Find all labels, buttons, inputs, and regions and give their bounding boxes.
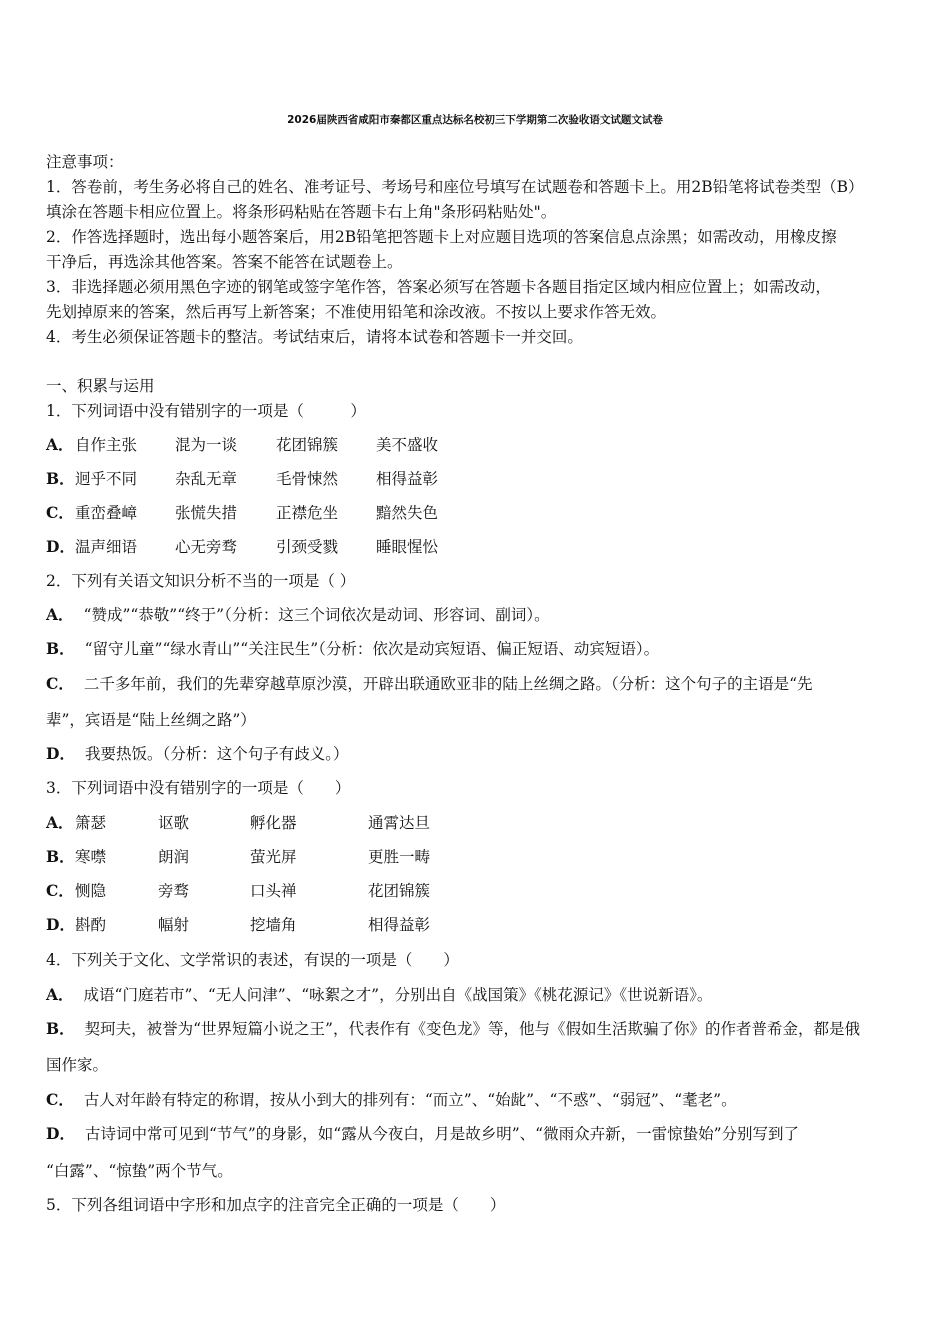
notice-line: 填涂在答题卡相应位置上。将条形码粘贴在答题卡右上角"条形码粘贴处"。 xyxy=(46,203,557,221)
notice-line: 1．答卷前，考生务必将自己的姓名、准考证号、考场号和座位号填写在试题卷和答题卡上。用2B铅笔将试卷类型（B） xyxy=(46,178,864,196)
option-label: C． xyxy=(46,503,74,522)
option-word: 相得益彰 xyxy=(368,916,431,934)
option-label: D． xyxy=(46,915,75,934)
notice-line: 先划掉原来的答案，然后再写上新答案；不准使用铅笔和涂改液。不按以上要求作答无效。 xyxy=(46,303,667,321)
option-word: 混为一谈 xyxy=(175,436,238,454)
option-word: 讴歌 xyxy=(158,814,190,832)
option-label: D． xyxy=(46,537,75,556)
option-word: 自作主张 xyxy=(75,436,138,454)
option-word: 孵化器 xyxy=(250,814,297,832)
notice-heading: 注意事项： xyxy=(46,153,124,171)
option-word: 朗润 xyxy=(158,848,190,866)
option-label: C． xyxy=(46,881,74,900)
section-heading: 一、积累与运用 xyxy=(46,377,155,395)
option-text: 成语“门庭若市”、“无人问津”、“咏絮之才”，分别出自《战国策》《桃花源记》《世说新语》。 xyxy=(83,986,713,1004)
question-2-option-b xyxy=(46,639,659,659)
notice-line: 4．考生必须保证答题卡的整洁。考试结束后，请将本试卷和答题卡一并交回。 xyxy=(46,328,583,346)
option-label: A． xyxy=(46,435,74,454)
option-word: 通霄达旦 xyxy=(368,814,431,832)
option-word: 正襟危坐 xyxy=(276,504,339,522)
option-text: 二千多年前，我们的先辈穿越草原沙漠，开辟出联通欧亚非的陆上丝绸之路。（分析：这个句子的主语是“先 xyxy=(83,675,813,693)
question-4-option-c xyxy=(46,1090,737,1110)
option-word: 幅射 xyxy=(158,916,190,934)
option-word: 温声细语 xyxy=(75,538,138,556)
option-word: 黯然失色 xyxy=(376,504,439,522)
option-word: 花团锦簇 xyxy=(368,882,431,900)
option-word: 相得益彰 xyxy=(376,470,439,488)
option-label: D． xyxy=(46,1124,75,1143)
question-2-option-a xyxy=(46,605,550,625)
option-label: A． xyxy=(46,605,74,624)
option-word: 箫瑟 xyxy=(75,814,107,832)
option-word: 美不盛收 xyxy=(376,436,439,454)
question-1-stem: 1．下列词语中没有错别字的一项是（ ） xyxy=(46,402,366,420)
option-word: 口头禅 xyxy=(250,882,297,900)
question-4-option-d xyxy=(46,1124,799,1144)
option-word: 张慌失措 xyxy=(175,504,238,522)
option-text: “赞成”“恭敬”“终于”（分析：这三个词依次是动词、形容词、副词）。 xyxy=(83,606,550,624)
option-word: 旁骛 xyxy=(158,882,190,900)
question-2-option-d xyxy=(46,744,348,764)
question-4-option-a xyxy=(46,985,712,1005)
option-word: 睡眼惺忪 xyxy=(376,538,439,556)
option-text: 古诗词中常可见到“节气”的身影，如“露从今夜白，月是故乡明”、“微雨众卉新，一雷惊蛰始”分别写到了 xyxy=(84,1125,800,1143)
page-title: 2026届陕西省咸阳市秦都区重点达标名校初三下学期第二次验收语文试题文试卷 xyxy=(287,114,663,126)
option-word: 萤光屏 xyxy=(250,848,297,866)
option-word: 花团锦簇 xyxy=(276,436,339,454)
option-label: D． xyxy=(46,744,75,763)
option-word: 毛骨悚然 xyxy=(276,470,339,488)
option-word: 引颈受戮 xyxy=(276,538,339,556)
option-word: 杂乱无章 xyxy=(175,470,238,488)
question-2-option-c xyxy=(46,674,813,694)
notice-line: 干净后，再选涂其他答案。答案不能答在试题卷上。 xyxy=(46,253,403,271)
question-4-option-d-cont: “白露”、“惊蛰”两个节气。 xyxy=(46,1162,233,1180)
question-3-stem: 3．下列词语中没有错别字的一项是（ ） xyxy=(46,779,351,797)
option-word: 挖墙角 xyxy=(250,916,297,934)
option-text: 我要热饭。（分析：这个句子有歧义。） xyxy=(84,745,349,763)
question-2-option-c-cont: 辈”，宾语是“陆上丝绸之路”） xyxy=(46,711,256,729)
option-label: B． xyxy=(46,639,75,658)
option-label: B． xyxy=(46,469,75,488)
notice-line: 3．非选择题必须用黑色字迹的钢笔或签字笔作答，答案必须写在答题卡各题目指定区域内相应位置上；如需改动， xyxy=(46,278,831,296)
option-label: C． xyxy=(46,1090,74,1109)
option-text: 古人对年龄有特定的称谓，按从小到大的排列有：“而立”、“始龀”、“不惑”、“弱冠”、“耄老”。 xyxy=(83,1091,737,1109)
option-text: “留守儿童”“绿水青山”“关注民生”（分析：依次是动宾短语、偏正短语、动宾短语）。 xyxy=(84,640,660,658)
option-word: 迥乎不同 xyxy=(75,470,138,488)
option-label: A． xyxy=(46,813,74,832)
option-word: 恻隐 xyxy=(75,882,107,900)
question-4-option-b xyxy=(46,1019,860,1039)
option-word: 重峦叠嶂 xyxy=(75,504,138,522)
option-label: A． xyxy=(46,985,74,1004)
notice-line: 2．作答选择题时，选出每小题答案后，用2B铅笔把答题卡上对应题目选项的答案信息点涂黑；如需改动，用橡皮擦 xyxy=(46,228,837,246)
option-label: C． xyxy=(46,674,74,693)
option-text: 契珂夫，被誉为“世界短篇小说之王”，代表作有《变色龙》等，他与《假如生活欺骗了你》的作者普希金，都是俄 xyxy=(84,1020,860,1038)
option-word: 寒噤 xyxy=(75,848,107,866)
option-label: B． xyxy=(46,847,75,866)
question-4-stem: 4．下列关于文化、文学常识的表述，有误的一项是（ ） xyxy=(46,951,459,969)
question-2-stem: 2．下列有关语文知识分析不当的一项是（ ） xyxy=(46,572,356,590)
question-4-option-b-cont: 国作家。 xyxy=(46,1056,109,1074)
option-label: B． xyxy=(46,1019,75,1038)
question-5-stem: 5．下列各组词语中字形和加点字的注音完全正确的一项是（ ） xyxy=(46,1196,506,1214)
option-word: 斟酌 xyxy=(75,916,107,934)
option-word: 更胜一畴 xyxy=(368,848,431,866)
option-word: 心无旁骛 xyxy=(175,538,238,556)
